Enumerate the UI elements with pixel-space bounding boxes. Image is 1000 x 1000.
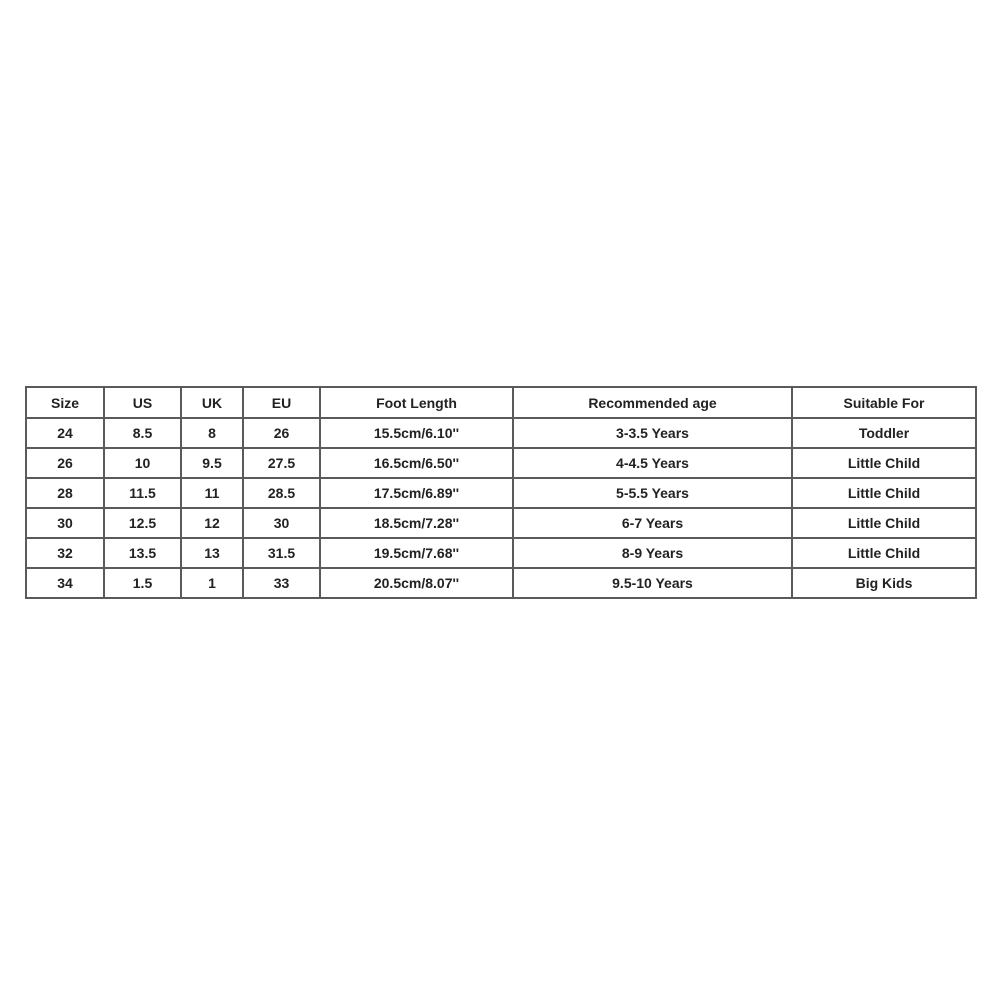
cell-suitable-for: Big Kids [792, 568, 976, 598]
cell-recommended-age: 5-5.5 Years [513, 478, 792, 508]
table-row [26, 538, 976, 568]
cell-recommended-age: 3-3.5 Years [513, 418, 792, 448]
cell-suitable-for: Little Child [792, 538, 976, 568]
cell-recommended-age: 8-9 Years [513, 538, 792, 568]
cell-eu: 30 [243, 508, 320, 538]
cell-foot-length: 15.5cm/6.10'' [320, 418, 513, 448]
cell-size: 30 [26, 508, 104, 538]
header-eu: EU [243, 387, 320, 418]
cell-foot-length: 16.5cm/6.50'' [320, 448, 513, 478]
cell-suitable-for: Little Child [792, 508, 976, 538]
table-row [26, 508, 976, 538]
table-row [26, 448, 976, 478]
cell-us: 13.5 [104, 538, 181, 568]
header-recommended-age: Recommended age [513, 387, 792, 418]
cell-size: 24 [26, 418, 104, 448]
cell-eu: 31.5 [243, 538, 320, 568]
cell-eu: 28.5 [243, 478, 320, 508]
cell-foot-length: 19.5cm/7.68'' [320, 538, 513, 568]
table-row [26, 568, 976, 598]
cell-recommended-age: 4-4.5 Years [513, 448, 792, 478]
cell-uk: 9.5 [181, 448, 243, 478]
cell-foot-length: 20.5cm/8.07'' [320, 568, 513, 598]
cell-size: 26 [26, 448, 104, 478]
cell-uk: 13 [181, 538, 243, 568]
cell-size: 32 [26, 538, 104, 568]
cell-size: 34 [26, 568, 104, 598]
cell-uk: 8 [181, 418, 243, 448]
cell-us: 11.5 [104, 478, 181, 508]
cell-uk: 12 [181, 508, 243, 538]
cell-recommended-age: 6-7 Years [513, 508, 792, 538]
cell-eu: 26 [243, 418, 320, 448]
cell-us: 10 [104, 448, 181, 478]
cell-suitable-for: Toddler [792, 418, 976, 448]
table-header-row [26, 387, 976, 418]
cell-uk: 11 [181, 478, 243, 508]
cell-size: 28 [26, 478, 104, 508]
header-foot-length: Foot Length [320, 387, 513, 418]
table-row [26, 478, 976, 508]
size-chart-table [25, 386, 977, 599]
cell-uk: 1 [181, 568, 243, 598]
cell-foot-length: 18.5cm/7.28'' [320, 508, 513, 538]
cell-us: 1.5 [104, 568, 181, 598]
cell-eu: 27.5 [243, 448, 320, 478]
header-size: Size [26, 387, 104, 418]
cell-suitable-for: Little Child [792, 478, 976, 508]
cell-suitable-for: Little Child [792, 448, 976, 478]
cell-foot-length: 17.5cm/6.89'' [320, 478, 513, 508]
cell-eu: 33 [243, 568, 320, 598]
cell-us: 8.5 [104, 418, 181, 448]
header-uk: UK [181, 387, 243, 418]
cell-us: 12.5 [104, 508, 181, 538]
header-suitable-for: Suitable For [792, 387, 976, 418]
cell-recommended-age: 9.5-10 Years [513, 568, 792, 598]
table-row [26, 418, 976, 448]
header-us: US [104, 387, 181, 418]
